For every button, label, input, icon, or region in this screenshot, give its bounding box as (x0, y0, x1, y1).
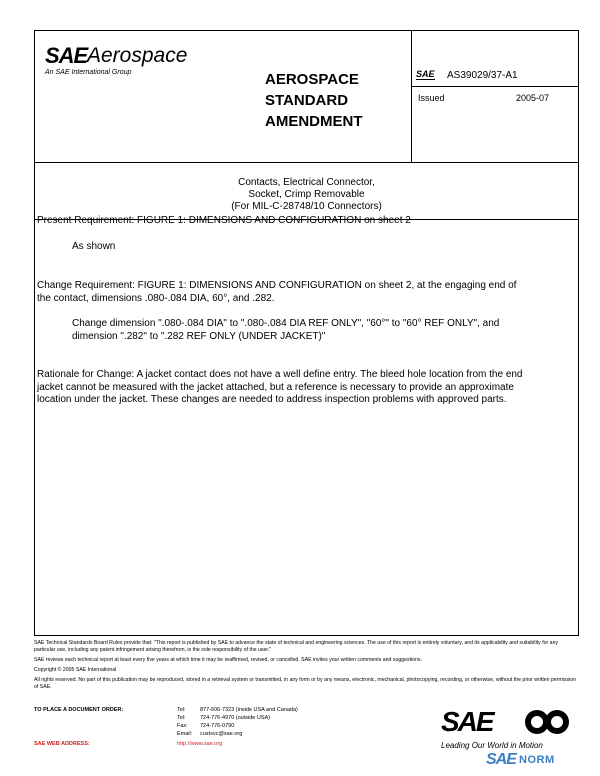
sae-aerospace-logo (45, 43, 215, 93)
logo-sae-text: SAE (45, 43, 88, 68)
watermark-norm: NORM (519, 754, 555, 766)
contact-label: Fax: (177, 723, 188, 729)
contact-value: 724-776-0790 (200, 723, 235, 729)
contact-value: 877-606-7323 (inside USA and Canada) (200, 707, 298, 713)
sae-norm-watermark (486, 751, 582, 771)
divider (35, 162, 578, 163)
order-label: TO PLACE A DOCUMENT ORDER: (34, 707, 124, 713)
change-requirement: Change Requirement: FIGURE 1: DIMENSIONS AND CONFIGURATION on sheet 2, at the engaging end of the contact, dimensions .080-.084 DIA, 60°, and .282. (37, 280, 517, 304)
watermark-sae: SAE (486, 751, 516, 768)
footer-review: SAE reviews each technical report at least every five years at which time it may be reaffirmed, revised, or cancelled. SAE invites your written comments and suggestions. (34, 657, 422, 663)
sae-100-logo (441, 706, 571, 740)
tagline: Leading Our World in Motion (441, 741, 543, 750)
footer-rules: SAE Technical Standards Board Rules provide that: "This report is published by SAE to advance the state of technical and engineering sciences. The use of this report is entirely voluntary, and its applicability and suitability for any particular use, including any patent infringement arising therefrom, is the sole responsibility of the user." (34, 640, 559, 653)
mini-sae-logo: SAE (416, 69, 435, 79)
doc-type-line: AEROSPACE (265, 71, 359, 88)
as-shown-text: As shown (72, 240, 116, 252)
header-left-cell (35, 31, 412, 162)
title-line: Socket, Crimp Removable (248, 189, 365, 200)
contact-value: 724-776-4970 (outside USA) (200, 715, 271, 721)
change-detail: Change dimension ".080-.084 DIA" to ".080-.084 DIA REF ONLY", "60°" to "60° REF ONLY", and dimension ".282" to ".282 REF ONLY (UNDER JACKET)" (72, 318, 500, 342)
document-title (35, 177, 578, 213)
divider (412, 86, 578, 87)
document-number-row (412, 69, 578, 85)
sae-100-zero-icon (545, 710, 569, 734)
title-line: (For MIL-C-28748/10 Connectors) (231, 201, 382, 212)
footer-copyright: Copyright © 2005 SAE International (34, 667, 117, 673)
issued-label: Issued (418, 93, 445, 103)
rationale-for-change: Rationale for Change: A jacket contact does not have a well define entry. The bleed hole location from the end jacket cannot be measured with the jacket attached, but a reference is necessary to provide an approximate location under the jacket. These changes are needed to address inspection problems with approved parts. (37, 369, 523, 405)
present-requirement: Present Requirement: FIGURE 1: DIMENSIONS AND CONFIGURATION on sheet 2 (37, 215, 411, 226)
contact-label: Tel: (177, 707, 186, 713)
logo-aerospace-text: Aerospace (87, 44, 188, 67)
title-line: Contacts, Electrical Connector, (238, 177, 375, 188)
contact-email[interactable]: custsvc@sae.org (200, 731, 243, 737)
web-address-link[interactable]: http://www.sae.org (177, 741, 223, 747)
web-address-label: SAE WEB ADDRESS: (34, 741, 90, 747)
sae-100-text: SAE (441, 706, 493, 737)
amendment-body (37, 215, 527, 407)
footer-rights: All rights reserved. No part of this publication may be reproduced, stored in a retrieval system or transmitted, in any form or by any means, electronic, mechanical, photocopying, recording, or otherwise, without the prior written permission of SAE. (34, 677, 577, 690)
doc-type-line: STANDARD (265, 92, 349, 109)
contact-label: Email: (177, 731, 193, 737)
contact-label: Tel: (177, 715, 186, 721)
doc-type-line: AMENDMENT (265, 113, 363, 130)
logo-subtitle: An SAE International Group (45, 69, 132, 76)
header-right-cell (412, 31, 578, 162)
footer (34, 640, 579, 694)
issued-date: 2005-07 (516, 93, 550, 103)
document-number: AS39029/37-A1 (447, 70, 518, 81)
document-type (265, 69, 363, 132)
